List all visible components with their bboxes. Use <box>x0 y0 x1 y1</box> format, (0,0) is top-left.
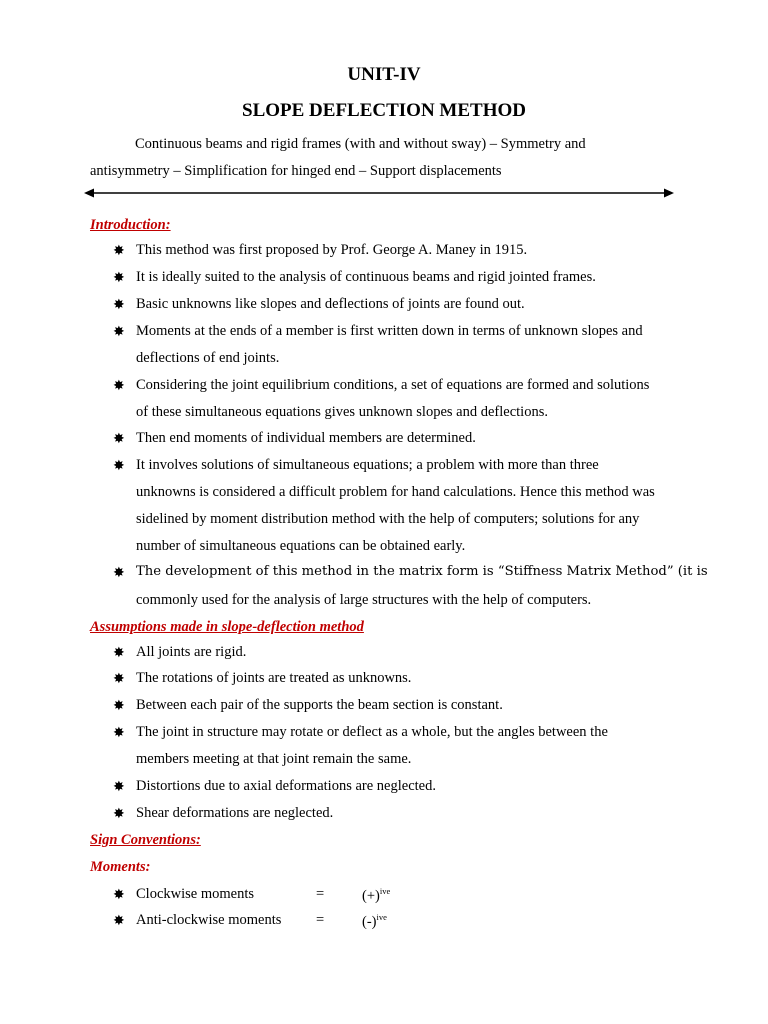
bullet-icon: ✸ <box>113 806 125 822</box>
bullet-icon: ✸ <box>113 779 125 795</box>
intro-line: sidelined by moment distribution method with the help of computers; solutions for any <box>136 511 640 527</box>
assumption-line: The rotations of joints are treated as unknowns. <box>136 670 412 686</box>
intro-line: Moments at the ends of a member is first written down in terms of unknown slopes and <box>136 323 643 339</box>
bullet-icon: ✸ <box>113 270 125 286</box>
sign-label-anticlockwise: Anti-clockwise moments <box>136 912 282 928</box>
sign-superscript: ive <box>379 886 391 896</box>
bullet-icon: ✸ <box>113 913 125 929</box>
introduction-heading: Introduction: <box>90 217 171 233</box>
bullet-icon: ✸ <box>113 297 125 313</box>
assumption-line: The joint in structure may rotate or deflect as a whole, but the angles between the <box>136 724 608 740</box>
bullet-icon: ✸ <box>113 645 125 661</box>
intro-line: commonly used for the analysis of large structures with the help of computers. <box>136 592 592 608</box>
sign-value-clockwise: $(+)^{ive}$ <box>362 886 391 904</box>
intro-line: Basic unknowns like slopes and deflections of joints are found out. <box>136 296 525 312</box>
intro-line: It is ideally suited to the analysis of continuous beams and rigid jointed frames. <box>136 269 596 285</box>
equals-sign: = <box>316 912 325 928</box>
bullet-icon: ✸ <box>113 431 125 447</box>
bullet-icon: ✸ <box>113 725 125 741</box>
sign-superscript: ive <box>376 912 387 922</box>
equals-sign: = <box>316 886 325 902</box>
bullet-icon: ✸ <box>113 887 125 903</box>
intro-line: deflections of end joints. <box>136 350 280 366</box>
syllabus-line-2: antisymmetry – Simplification for hinged end – Support displacements <box>90 163 502 179</box>
assumptions-heading: Assumptions made in slope-deflection method <box>90 619 364 635</box>
bullet-icon: ✸ <box>113 378 125 394</box>
assumption-line: All joints are rigid. <box>136 644 247 660</box>
intro-line: of these simultaneous equations gives unknown slopes and deflections. <box>136 404 548 420</box>
sign-label-clockwise: Clockwise moments <box>136 886 255 902</box>
bullet-icon: ✸ <box>113 458 125 474</box>
intro-line: It involves solutions of simultaneous equations; a problem with more than three <box>136 457 599 473</box>
unit-title: UNIT-IV <box>347 64 421 85</box>
page-title: SLOPE DEFLECTION METHOD <box>242 100 526 121</box>
intro-line: unknowns is considered a difficult problem for hand calculations. Hence this method was <box>136 484 655 500</box>
intro-line: Then end moments of individual members are determined. <box>136 430 476 446</box>
bullet-icon: ✸ <box>113 243 125 259</box>
intro-line: The development of this method in the matrix form is “Stiffness Matrix Method” (it is <box>136 564 708 579</box>
moments-heading: Moments: <box>90 859 151 875</box>
bullet-icon: ✸ <box>113 671 125 687</box>
assumption-line: Between each pair of the supports the beam section is constant. <box>136 697 503 713</box>
intro-line: This method was first proposed by Prof. George A. Maney in 1915. <box>136 242 528 258</box>
double-arrow-divider <box>84 186 674 200</box>
assumption-line: members meeting at that joint remain the same. <box>136 751 412 767</box>
bullet-icon: ✸ <box>113 324 125 340</box>
sign-conventions-heading: Sign Conventions: <box>90 832 201 848</box>
sign-value-anticlockwise: $(-)^{ive}$ <box>362 912 387 930</box>
bullet-icon: ✸ <box>113 698 125 714</box>
intro-line: Considering the joint equilibrium conditions, a set of equations are formed and solutions <box>136 377 650 393</box>
bullet-icon: ✸ <box>113 565 125 581</box>
syllabus-line-1: Continuous beams and rigid frames (with and without sway) – Symmetry and <box>135 136 586 152</box>
intro-line: number of simultaneous equations can be obtained early. <box>136 538 466 554</box>
assumption-line: Shear deformations are neglected. <box>136 805 334 821</box>
assumption-line: Distortions due to axial deformations are neglected. <box>136 778 436 794</box>
